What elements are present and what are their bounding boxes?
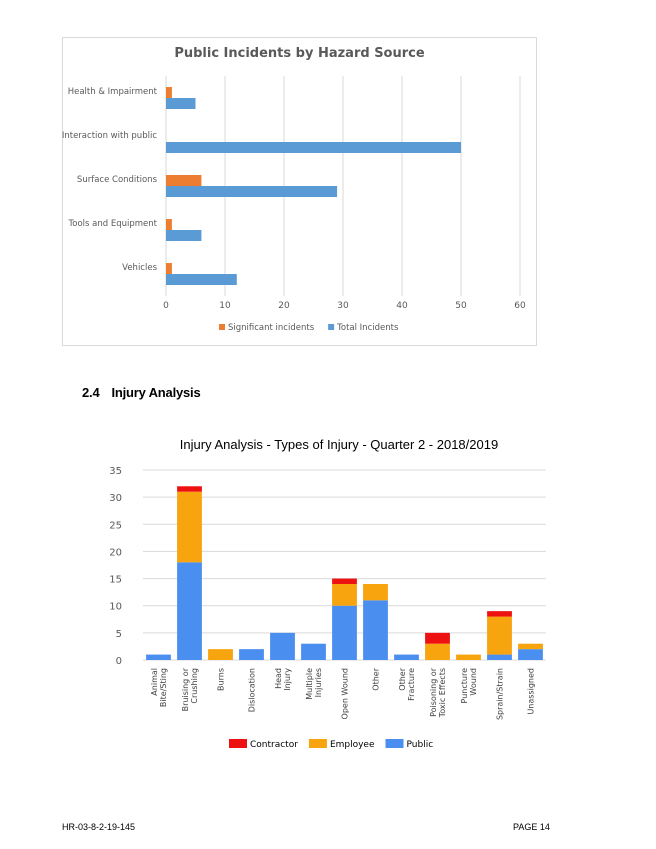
hazard-chart-title: Public Incidents by Hazard Source — [174, 46, 425, 61]
bar-public-sprain-strain — [487, 655, 512, 660]
bar-employee-puncture-wound — [456, 655, 481, 660]
y-tick-label: 20 — [109, 547, 122, 559]
x-tick-label: 60 — [514, 301, 526, 311]
category-label-multiple-injuries — [305, 668, 323, 700]
category-label-puncture-wound — [460, 668, 478, 704]
category-label-line: Bruising or — [181, 668, 190, 712]
category-label-line: Multiple — [305, 668, 314, 700]
y-tick-label: 30 — [109, 493, 122, 505]
section-title: Injury Analysis — [111, 385, 201, 400]
x-tick-label: 50 — [455, 301, 467, 311]
category-label-line: Animal — [150, 668, 159, 696]
bar-public-other — [363, 600, 388, 660]
bar-public-other-fracture — [394, 655, 419, 660]
x-tick-label: 40 — [396, 301, 408, 311]
legend-label-significant-incidents: Significant incidents — [228, 323, 315, 333]
bar-public-multiple-injuries — [301, 644, 326, 660]
category-label-vehicles: Vehicles — [122, 263, 157, 273]
section-number: 2.4 — [82, 385, 100, 400]
category-label-line: Head — [274, 668, 283, 689]
hazard-chart-frame — [62, 37, 537, 346]
bar-employee-other — [363, 584, 388, 600]
category-label-surface-conditions: Surface Conditions — [76, 175, 157, 185]
category-label-line: Burns — [216, 668, 226, 691]
category-label-poisoning-or-toxic-effects — [429, 667, 447, 718]
category-label-line: Wound — [469, 668, 478, 696]
legend-swatch-employee — [309, 739, 327, 748]
legend-label-total-incidents: Total Incidents — [337, 323, 399, 333]
bar-public-head-injury — [270, 633, 295, 660]
category-label-line: Other — [371, 668, 381, 691]
category-label-dislocation — [248, 668, 257, 712]
section-heading — [82, 385, 200, 400]
bar-employee-bruising-or-crushing — [177, 492, 202, 563]
category-label-line: Poisoning or — [429, 668, 438, 717]
x-tick-label: 0 — [163, 301, 169, 311]
category-label-line: Crushing — [190, 668, 199, 704]
category-label-unassigned — [527, 668, 536, 715]
bar-employee-burns — [208, 649, 233, 660]
category-label-sprain-strain — [496, 668, 505, 720]
y-tick-label: 15 — [109, 574, 122, 586]
category-label-line: Open Wound — [340, 668, 350, 720]
category-label-head-injury — [274, 668, 292, 691]
category-label-line: Toxic Effects — [438, 668, 447, 718]
x-tick-label: 30 — [337, 301, 349, 311]
bar-contractor-poisoning-or-toxic-effects — [425, 633, 450, 644]
category-label-bruising-or-crushing — [181, 667, 199, 711]
bar-employee-open-wound — [332, 584, 357, 606]
bar-contractor-sprain-strain — [487, 611, 512, 616]
bar-employee-poisoning-or-toxic-effects — [425, 644, 450, 660]
bar-public-bruising-or-crushing — [177, 562, 202, 660]
bar-public-dislocation — [239, 649, 264, 660]
category-label-tools-and-equipment: Tools and Equipment — [68, 219, 157, 229]
bar-public-animal-bite-sting — [146, 655, 171, 660]
category-label-line: Unassigned — [526, 668, 536, 715]
legend-label-contractor: Contractor — [250, 740, 298, 750]
bar-contractor-open-wound — [332, 579, 357, 584]
y-tick-label: 35 — [109, 466, 122, 477]
category-label-line: Puncture — [460, 668, 469, 704]
category-label-burns — [217, 668, 226, 691]
category-label-line: Fracture — [407, 668, 416, 701]
bar-public-open-wound — [332, 606, 357, 660]
category-label-health-impairment: Health & Impairment — [67, 87, 157, 97]
category-label-line: Injuries — [314, 668, 323, 698]
bar-employee-sprain-strain — [487, 617, 512, 655]
legend-label-employee: Employee — [329, 740, 375, 750]
x-tick-label: 20 — [278, 301, 290, 311]
category-label-open-wound — [341, 668, 350, 719]
category-label-line: Injury — [283, 668, 292, 691]
legend-label-public: Public — [406, 740, 434, 750]
x-tick-label: 10 — [219, 301, 231, 311]
category-label-other-fracture — [398, 667, 416, 701]
legend-swatch-public — [386, 739, 404, 748]
footer-page-number: PAGE 14 — [513, 822, 550, 832]
category-label-other — [372, 667, 381, 690]
category-label-line: Bite/Sting — [159, 668, 168, 708]
bar-contractor-bruising-or-crushing — [177, 486, 202, 491]
y-tick-label: 0 — [115, 656, 122, 667]
bar-public-unassigned — [518, 649, 543, 660]
category-label-line: Other — [398, 668, 407, 691]
injury-chart-title: Injury Analysis - Types of Injury - Quarter 2 - 2018/2019 — [179, 437, 499, 452]
y-tick-label: 25 — [109, 520, 122, 532]
category-label-line: Sprain/Strain — [495, 668, 505, 721]
footer-doc-ref: HR-03-8-2-19-145 — [62, 822, 136, 832]
y-tick-label: 5 — [115, 628, 122, 640]
bar-employee-unassigned — [518, 644, 543, 649]
category-label-animal-bite-sting — [150, 668, 168, 707]
category-label-line: Dislocation — [247, 668, 257, 713]
category-label-interaction-with-public: Interaction with public — [61, 131, 157, 141]
y-tick-label: 10 — [109, 601, 122, 613]
legend-swatch-contractor — [229, 739, 247, 748]
